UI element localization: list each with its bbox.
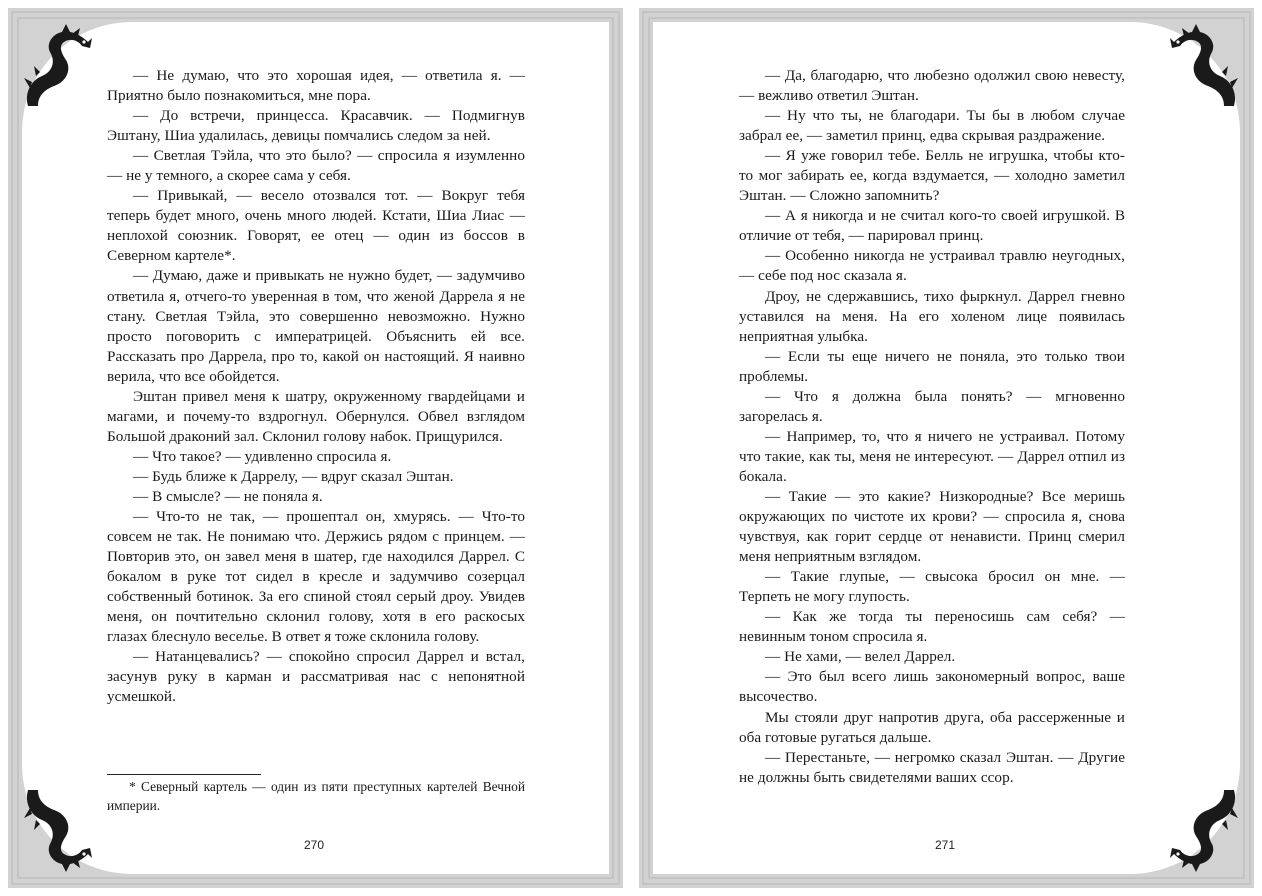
dragon-icon: [1166, 22, 1240, 114]
footnote-divider: [107, 774, 261, 775]
paragraph: Эштан привел меня к шатру, окруженному гвардейцами и магами, и почему-то вздрогнул. Обернулся. Обвел взглядом Большой драконий зал. Склонил голову набок. Прищурился.: [107, 387, 525, 445]
paragraph: — Да, благодарю, что любезно одолжил свою невесту, — вежливо ответил Эштан.: [739, 67, 1125, 105]
paragraph: Мы стояли друг напротив друга, оба рассерженные и оба готовые ругаться дальше.: [739, 708, 1125, 746]
footnote-text: * Северный картель — один из пяти преступных картелей Вечной империи.: [107, 779, 525, 813]
paragraph: — Если ты еще ничего не поняла, это только твои проблемы.: [739, 347, 1125, 385]
paragraph: — Такие — это какие? Низкородные? Все меришь окружающих по чистоте их крови? — спросила я, снова чувствуя, как горит сердце от ненависти. Принц смерил меня неприятным взглядом.: [739, 487, 1125, 566]
right-page-body: [739, 66, 1125, 788]
paragraph: — Привыкай, — весело отозвался тот. — Вокруг тебя теперь будет много, очень много людей. Кстати, Шиа Лиас — неплохой союзник. Говорят, ее отец — один из боссов в Северном картеле*.: [107, 187, 525, 265]
paragraph: — Не хами, — велел Даррел.: [765, 648, 956, 666]
paragraph: — Ну что ты, не благодари. Ты бы в любом случае забрал ее, — заметил принц, едва скрывая раздражение.: [739, 107, 1125, 145]
paragraph: — Перестаньте, — негромко сказал Эштан. — Другие не должны быть свидетелями ваших ссор.: [739, 748, 1125, 786]
paragraph: — До встречи, принцесса. Красавчик. — Подмигнув Эштану, Шиа удалилась, девицы помчались следом за ней.: [107, 107, 525, 145]
page-number-right: 271: [935, 838, 956, 852]
paragraph: — А я никогда и не считал кого-то своей игрушкой. В отличие от тебя, — парировал принц.: [739, 207, 1125, 245]
paragraph: — Например, то, что я ничего не устраивал. Потому что такие, как ты, меня не интересуют. — Даррел отпил из бокала.: [739, 427, 1125, 485]
page-number-left: 270: [304, 838, 325, 852]
paragraph: Дроу, не сдержавшись, тихо фыркнул. Даррел гневно уставился на меня. На его холеном лице появилась неприятная улыбка.: [739, 287, 1125, 345]
paragraph: — Такие глупые, — свысока бросил он мне. — Терпеть не могу глупость.: [739, 568, 1125, 606]
paragraph: — В смысле? — не поняла я.: [133, 487, 323, 505]
paragraph: — Что я должна была понять? — мгновенно загорелась я.: [739, 387, 1125, 425]
paragraph: — Думаю, даже и привыкать не нужно будет, — задумчиво ответила я, отчего-то уверенная в том, что женой Даррела я не стану. Светлая Тэйла, это совершенно невозможно. Нужно просто поговорить с императрицей. Объяснить ей все. Рассказать про Даррела, про то, какой он настоящий. Я наивно верила, что все обойдется.: [107, 267, 525, 385]
paragraph: — Что-то не так, — прошептал он, хмурясь. — Что-то совсем не так. Не понимаю что. Держись рядом с принцем. — Повторив это, он завел меня в шатер, где находился Даррел. С бокалом в руке тот сидел в кресле и задумчиво созерцал собственный ботинок. За его спиной стоял серый дроу. Увидев меня, он почтительно склонил голову, хотя в его раскосых глазах блеснуло веселье. В ответ я тоже склонила голову.: [107, 508, 525, 646]
paragraph: — Не думаю, что это хорошая идея, — ответила я. — Приятно было познакомиться, мне пора.: [107, 67, 525, 105]
dragon-icon: [22, 22, 96, 114]
paragraph: — Будь ближе к Даррелу, — вдруг сказал Эштан.: [133, 467, 454, 485]
paragraph: — Особенно никогда не устраивал травлю неугодных, — себе под нос сказала я.: [739, 247, 1125, 285]
paragraph: — Это был всего лишь закономерный вопрос, ваше высочество.: [739, 668, 1125, 706]
paragraph: — Светлая Тэйла, что это было? — спросила я изумленно — не у темного, а скорее сама у себя.: [107, 147, 525, 185]
left-page-body: [107, 66, 525, 708]
dragon-icon: [22, 782, 96, 874]
dragon-icon: [1166, 782, 1240, 874]
paragraph: — Я уже говорил тебе. Белль не игрушка, чтобы кто-то мог забирать ее, когда вздумается, — холодно заметил Эштан. — Сложно запомнить?: [739, 147, 1125, 205]
footnote: [107, 778, 525, 815]
paragraph: — Как же тогда ты переносишь сам себя? — невинным тоном спросила я.: [739, 608, 1125, 646]
paragraph: — Натанцевались? — спокойно спросил Даррел и встал, засунув руку в карман и рассматривая нас с непонятной усмешкой.: [107, 648, 525, 706]
paragraph: — Что такое? — удивленно спросила я.: [133, 447, 392, 465]
